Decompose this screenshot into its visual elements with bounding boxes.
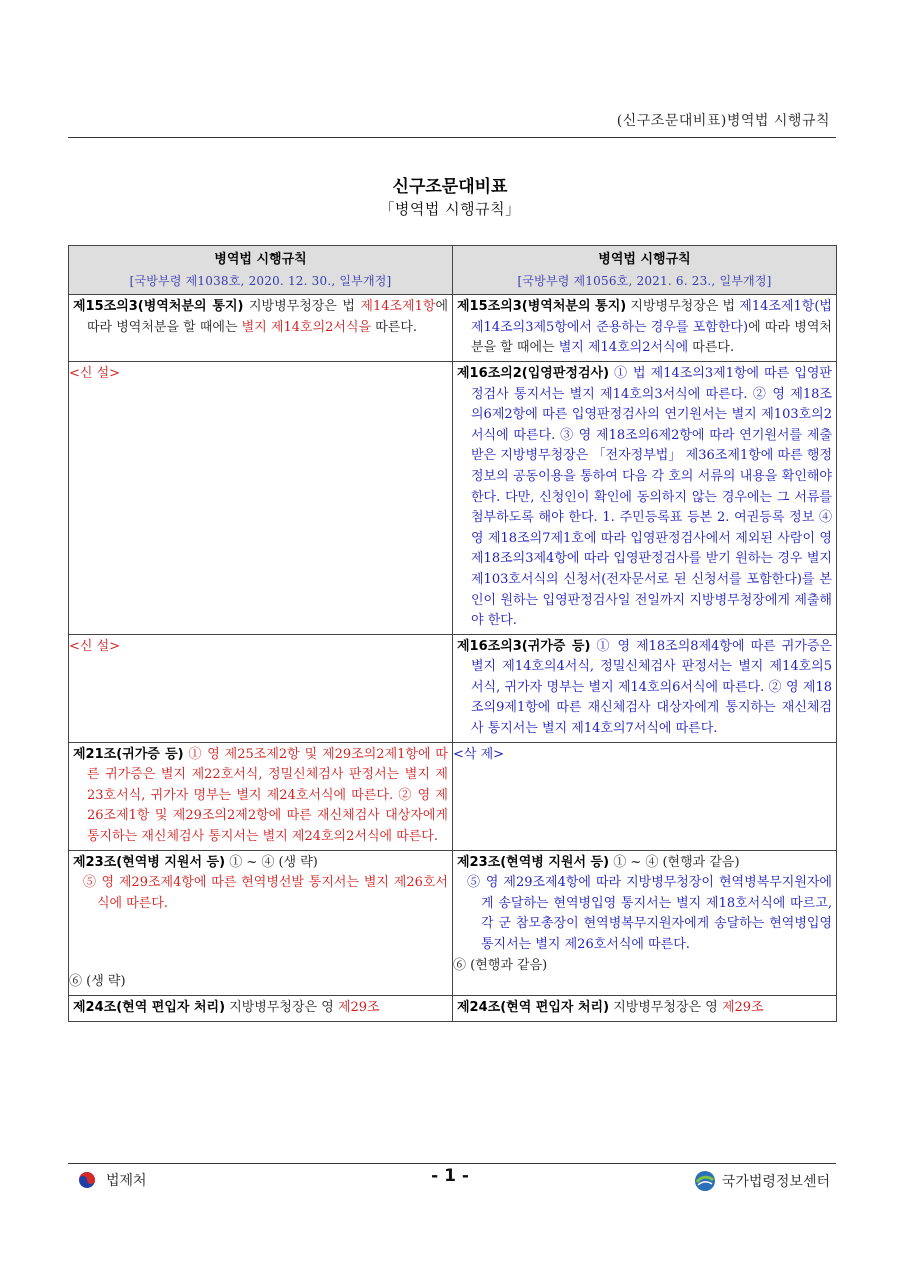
article-text: 에 따라 병역처분을 할 때에는 — [87, 299, 448, 335]
article-text: 에 따라 병역처분을 할 때에는 — [471, 319, 832, 356]
new-provision-label: <신 설> — [69, 638, 121, 654]
old-law-title: 병역법 시행규칙 — [214, 252, 307, 267]
changed-text: ① 법 제14조의3제1항에 따른 입영판정검사 통지서는 별지 제14호의3서식에 따른다. ② 영 제18조의6제2항에 따른 입영판정검사의 연기원서는 별지 제103호의2서식에 따른다. ③ 영 제18조의6제2항에 따라 연기원서를 제출받은 지방병무청장은 「전자정부법」 제36조제1항에 따른 행정정보의 공동이용을 통하여 다음 각 호의 서류의 내용을 확인해야 한다. 다만, 신청인이 확인에 동의하지 않는 경우에는 그 서류를 첨부하도록 해야 한다. 1. 주민등록표 등본 2. 여권등록 정보 ④ 영 제18조의7제1호에 따라 입영판정검사에서 제외된 사람이 영 제18조의3제4항에 따라 입영판정검사를 받기 원하는 경우 별지 제103호서식의 신청서(전자문서로 된 신청서를 포함한다)를 본인이 원하는 입영판정검사일 전일까지 지방병무청장에게 제출해야 한다. — [471, 365, 832, 629]
article-paragraph — [73, 853, 448, 874]
article-heading: 제16조의3(귀가증 등) — [457, 638, 591, 654]
new-law-header — [453, 246, 837, 295]
article-heading: 제15조의3(병역처분의 통지) — [457, 299, 627, 315]
table-row — [69, 295, 837, 362]
article-text: ① ~ ④ (현행과 같음) — [609, 854, 740, 870]
article-paragraph — [457, 297, 832, 359]
old-law-cell — [69, 361, 453, 634]
new-law-cell — [453, 634, 837, 742]
article-text: 지방병무청장은 법 — [243, 299, 361, 315]
article-paragraph — [457, 998, 832, 1019]
new-law-cell — [453, 295, 837, 362]
article-heading: 제23조(현역병 지원서 등) — [457, 854, 610, 870]
new-law-revision: [국방부령 제1056호, 2021. 6. 23., 일부개정] — [517, 273, 772, 288]
article-text: 지방병무청장은 법 — [626, 299, 740, 315]
article-heading: 제24조(현역 편입자 처리) — [73, 1000, 226, 1015]
table-row — [69, 850, 837, 995]
new-law-cell — [453, 850, 837, 995]
article-text: 따른다. — [371, 319, 418, 335]
article-text: 지방병무청장은 영 — [609, 1000, 722, 1015]
article-paragraph — [73, 998, 448, 1019]
article-paragraph — [73, 297, 448, 338]
table-row — [69, 742, 837, 850]
footer-divider — [68, 1163, 836, 1164]
table-header-row — [69, 246, 837, 295]
changed-text: ① 영 제18조의8제4항에 따른 귀가증은 별지 제14호의4서식, 정밀신체검사 판정서는 별지 제14호의5서식, 귀가자 명부는 별지 제14호의6서식에 따른다. ② 영 제18조의9제1항에 따른 재신체검사 대상자에게 통지하는 재신체검사 통지서는 별지 제14호의7서식에 따른다. — [471, 638, 833, 737]
new-provision-label: <신 설> — [69, 365, 121, 381]
globe-logo-icon — [694, 1170, 716, 1192]
changed-text: 별지 제14호의2서식을 — [241, 319, 372, 335]
article-heading: 제16조의2(입영판정검사) — [457, 365, 610, 381]
article-paragraph — [73, 745, 448, 848]
paragraph-6: ⑥ (현행과 같음) — [453, 957, 548, 973]
comparison-table — [68, 245, 837, 1022]
ministry-name: 법제처 — [106, 1173, 147, 1189]
center-name: 국가법령정보센터 — [721, 1174, 830, 1190]
article-paragraph — [457, 637, 832, 740]
running-header: (신구조문대비표)병역법 시행규칙 — [616, 113, 830, 129]
page-title: 신구조문대비표 — [392, 177, 508, 197]
header-divider — [68, 137, 836, 138]
article-text: 따른다. — [688, 340, 735, 356]
old-law-cell — [69, 634, 453, 742]
article-paragraph — [457, 364, 832, 632]
old-law-header — [69, 246, 453, 295]
changed-text: 제29조 — [721, 1000, 764, 1015]
changed-text: 별지 제14호의2서식에 — [558, 340, 689, 356]
new-law-cell — [453, 996, 837, 1022]
article-heading: 제21조(귀가증 등) — [73, 746, 184, 762]
old-law-cell — [69, 996, 453, 1022]
table-row — [69, 361, 837, 634]
old-law-revision: [국방부령 제1038호, 2020. 12. 30., 일부개정] — [129, 273, 392, 288]
changed-text: 제14조제1항(법 제14조의3제5항에서 준용하는 경우를 포함한다) — [471, 299, 832, 335]
page-subtitle: 「병역법 시행규칙」 — [379, 200, 521, 218]
paragraph-5: ⑤ 영 제29조제4항에 따라 지방병무청장이 현역병복무지원자에게 송달하는 현역병입영 통지서는 별지 제18호서식에 따르고, 각 군 참모총장이 현역병복무지원자에게 송달하는 현역병입영 통지서는 별지 제26호서식에 따른다. — [467, 875, 832, 952]
new-law-cell — [453, 742, 837, 850]
new-law-cell — [453, 361, 837, 634]
changed-text: ① 영 제25조제2항 및 제29조의2제1항에 따른 귀가증은 별지 제22호서식, 정밀신체검사 판정서는 별지 제23호서식, 귀가자 명부는 별지 제24호서식에 따른다. ② 영 제26조제1항 및 제29조의2제2항에 따른 재신체검사 대상자에게 통지하는 재신체검사 통지서는 별지 제24호의2서식에 따른다. — [87, 746, 448, 845]
changed-text: 제29조 — [337, 1000, 380, 1015]
deleted-label: <삭 제> — [453, 746, 505, 762]
changed-text: 제14조제1항 — [360, 299, 436, 315]
spacer — [73, 914, 448, 972]
new-law-title: 병역법 시행규칙 — [598, 252, 691, 267]
article-heading: 제23조(현역병 지원서 등) — [73, 854, 226, 870]
paragraph-6: ⑥ (생 략) — [69, 974, 126, 990]
article-paragraph — [457, 853, 832, 874]
footer-right — [694, 1170, 830, 1192]
table-row — [69, 996, 837, 1022]
article-text: 지방병무청장은 영 — [225, 1000, 338, 1015]
old-law-cell — [69, 295, 453, 362]
article-heading: 제24조(현역 편입자 처리) — [457, 1000, 610, 1015]
article-heading: 제15조의3(병역처분의 통지) — [73, 299, 244, 315]
table-row — [69, 634, 837, 742]
old-law-cell — [69, 850, 453, 995]
page-number: - 1 - — [431, 1166, 469, 1186]
old-law-cell — [69, 742, 453, 850]
article-text: ① ~ ④ (생 략) — [225, 854, 318, 870]
paragraph-5: ⑤ 영 제29조제4항에 따른 현역병선발 통지서는 별지 제26호서식에 따른다. — [83, 875, 448, 911]
